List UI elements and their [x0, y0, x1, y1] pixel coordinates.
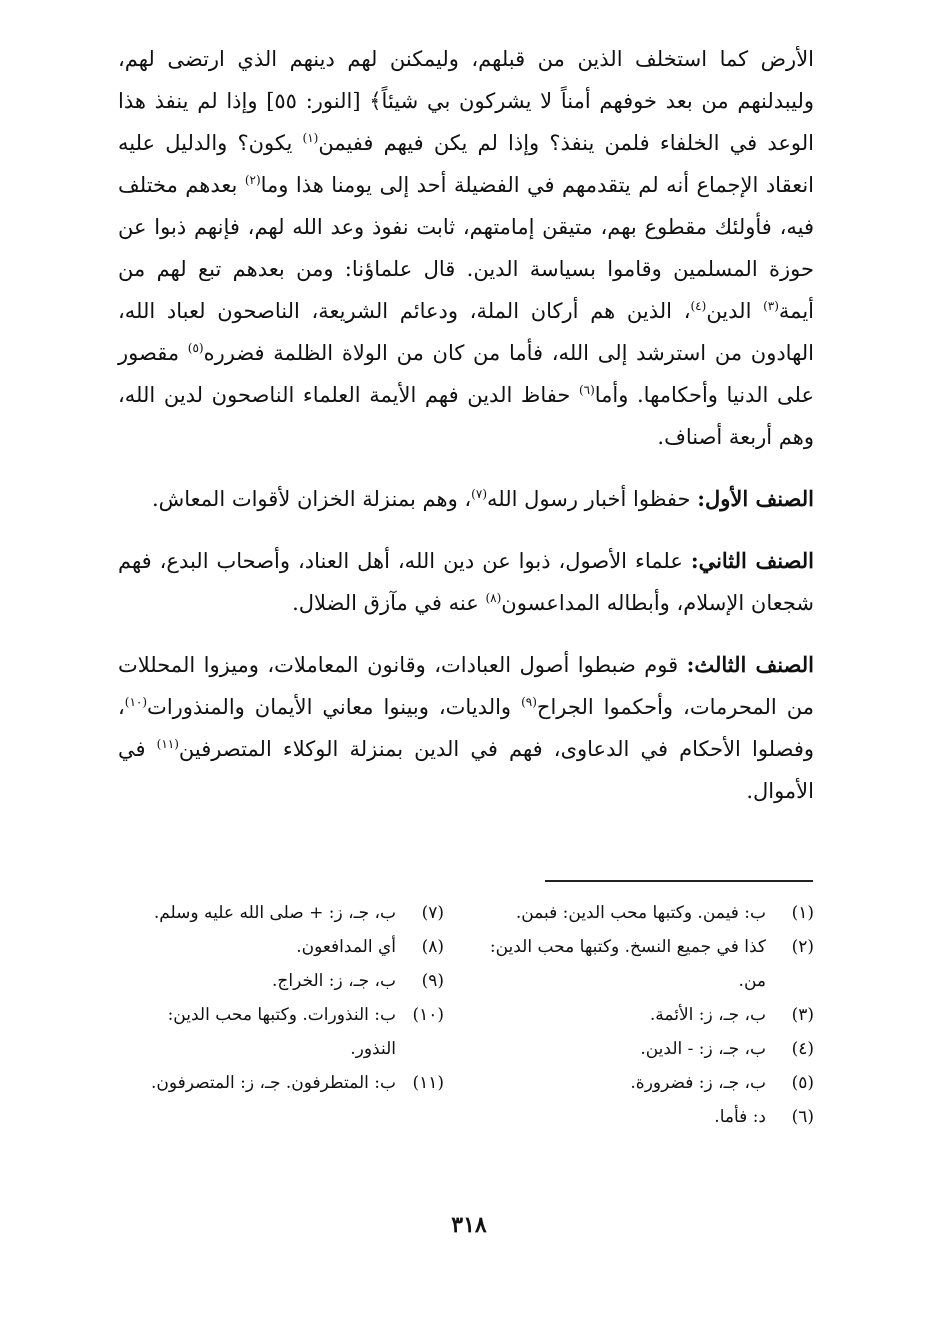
footnote [480, 930, 814, 998]
text-run: عنه في مآزق الضلال. [292, 591, 486, 615]
footnote [480, 1032, 814, 1066]
footnote-number: (٦) [791, 1107, 814, 1127]
footnote-number: (١٠) [412, 1005, 444, 1025]
main-text [118, 38, 814, 812]
text-run: الدين [706, 299, 764, 323]
footnote-ref: (٥) [187, 341, 204, 355]
footnote-ref: (٣) [763, 299, 779, 313]
text-run: علماء الأصول، ذبوا عن دين الله، أهل العناد، وأصحاب البدع، فهم شجعان الإسلام، وأبطاله المداعسون [118, 549, 814, 615]
paragraph-third-category [118, 644, 814, 812]
footnote [480, 1100, 814, 1134]
footnote-number: (١) [791, 903, 814, 923]
category-heading: الصنف الثاني: [690, 548, 814, 573]
footnote-number: (١١) [412, 1073, 444, 1093]
footnote-text: ب: المتطرفون. جـ، ز: المتصرفون. [150, 1073, 396, 1093]
footnote-ref: (٤) [690, 299, 707, 313]
category-heading: الصنف الأول: [697, 486, 814, 511]
footnote-text: أي المدافعون. [296, 937, 396, 957]
footnote-text: ب، جـ، ز: الخراج. [272, 971, 396, 991]
footnote-number: (٩) [421, 971, 444, 991]
footnote-text: ب: فيمن. وكتبها محب الدين: فبمن. [515, 903, 766, 923]
footnote-text: ب، جـ، ز: الأئمة. [649, 1005, 766, 1025]
text-run: حفاظ الدين فهم الأيمة العلماء الناصحون لدين الله، وهم أربعة أصناف. [118, 383, 814, 449]
text-run: الأرض كما استخلف الذين من قبلهم، وليمكنن لهم دينهم الذي ارتضى لهم، وليبدلنهم من بعد خوفهم أمناً لا يشركون بي شيئاً﴾ [النور: ٥٥] وإذا لم ينفذ هذا الوعد في الخلفاء فلمن ينفذ؟ وإذا لم يكن فيهم ففيمن [118, 47, 814, 155]
footnote-ref: (١١) [156, 737, 179, 751]
text-run: يكون؟ والدليل عليه انعقاد الإجماع أنه لم يتقدمهم في الفضيلة أحد إلى يومنا هذا وما [118, 131, 815, 197]
footnote-text: ب، جـ، ز: + صلى الله عليه وسلم. [153, 903, 396, 923]
footnote-text: د: فأما. [714, 1107, 766, 1127]
footnote-text: ب، جـ، ز: فضرورة. [630, 1073, 766, 1093]
footnote-ref: (٦) [578, 383, 595, 397]
footnote-ref: (٨) [485, 591, 502, 605]
text-run: والديات، وبينوا معاني الأيمان والمنذورات [147, 695, 522, 719]
paragraph-first-category [118, 478, 814, 520]
footnotes-left-column [118, 896, 444, 1100]
text-run: حفظوا أخبار رسول الله [487, 487, 698, 511]
footnote-number: (٧) [421, 903, 444, 923]
footnote [118, 998, 444, 1066]
text-run: بعدهم مختلف فيه، فأولئك مقطوع بهم، متيقن إمامتهم، ثابت نفوذ وعد الله لهم، فإنهم ذبوا عن حوزة المسلمين وقاموا بسياسة الدين. قال علماؤنا: ومن بعدهم تبع لهم من أيمة [118, 173, 815, 323]
footnote [480, 1066, 814, 1100]
category-heading: الصنف الثالث: [686, 652, 814, 677]
footnote-number: (٤) [791, 1039, 814, 1059]
footnote [118, 930, 444, 964]
footnote-number: (٣) [791, 1005, 814, 1025]
footnote [480, 998, 814, 1032]
footnote-number: (٨) [421, 937, 444, 957]
footnote-divider [545, 880, 813, 882]
footnote-text: كذا في جميع النسخ. وكتبها محب الدين: من. [489, 937, 766, 991]
footnote-number: (٥) [791, 1073, 814, 1093]
footnote [118, 896, 444, 930]
footnotes-right-column [480, 896, 814, 1134]
footnote-ref: (٧) [471, 487, 487, 501]
footnote-ref: (١٠) [124, 695, 148, 709]
footnote-ref: (١) [302, 131, 319, 145]
footnote-text: ب: النذورات. وكتبها محب الدين: النذور. [167, 1005, 396, 1059]
paragraph-intro [118, 38, 814, 458]
footnote [480, 896, 814, 930]
text-run: قوم ضبطوا أصول العبادات، وقانون المعاملات، وميزوا المحللات من المحرمات، وأحكموا الجراح [118, 653, 814, 719]
text-run: ، الذين هم أركان الملة، ودعائم الشريعة، الناصحون لعباد الله، الهادون من استرشد إلى الله، فأما من كان من الولاة الظلمة فضرره [118, 299, 814, 365]
text-run: مقصور على الدنيا وأحكامها. وأما [118, 341, 814, 407]
footnote [118, 964, 444, 998]
footnote [118, 1066, 444, 1100]
footnote-text: ب، جـ، ز: - الدين. [640, 1039, 766, 1059]
text-run: ، وفصلوا الأحكام في الدعاوى، فهم في الدين بمنزلة الوكلاء المتصرفين [118, 695, 815, 761]
footnote-ref: (٩) [521, 695, 537, 709]
page-number: ٣١٨ [451, 1212, 487, 1238]
footnote-ref: (٢) [244, 173, 261, 187]
paragraph-second-category [118, 540, 814, 624]
footnote-number: (٢) [791, 937, 814, 957]
text-run: ، وهم بمنزلة الخزان لأقوات المعاش. [151, 487, 472, 511]
text-run: في الأموال. [118, 737, 814, 803]
